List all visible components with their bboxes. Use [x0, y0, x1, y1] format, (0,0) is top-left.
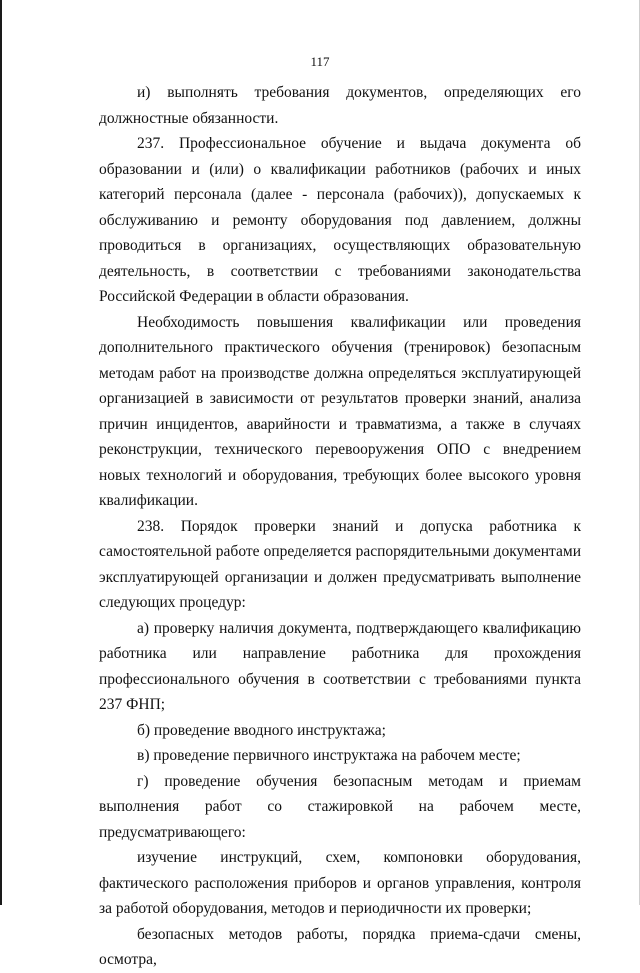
list-item-g-training-internship: г) проведение обучения безопасным методам и приемам выполнения работ со стажировкой на рабочем месте, предусматривающего:: [99, 772, 581, 841]
scan-edge-left: [0, 0, 2, 905]
paragraph-qualification-upgrade: Необходимость повышения квалификации или проведения дополнительного практического обучения (тренировок) безопасным методам работ на производстве должна определяться эксплуатирующей организацией в зависимости от результатов проверки знаний, анализа причин инцидентов, аварийности и травматизма, а также в случаях реконструкции, технического перевооружения ОПО с внедрением новых технологий и оборудования, требующих более высокого уровня квалификации.: [99, 313, 581, 509]
list-item-b-intro-briefing: б) проведение вводного инструктажа;: [137, 721, 386, 739]
list-item-v-workplace-briefing: в) проведение первичного инструктажа на рабочем месте;: [137, 747, 521, 764]
paragraph-238-procedure: 238. Порядок проверки знаний и допуска работника к самостоятельной работе определяется распорядительными документами эксплуатирующей организации и должен предусматривать выполнение следующих процедур:: [99, 517, 581, 611]
paragraph-item-i-duties: и) выполнять требования документов, определяющих его должностные обязанности.: [99, 84, 581, 127]
paragraph-study-instructions: изучение инструкций, схем, компоновки оборудования, фактического расположения приборов и органов управления, контроля за работой оборудования, методов и периодичности их проверки;: [99, 849, 581, 917]
paragraph-237-training: 237. Профессиональное обучение и выдача документа об образовании и (или) о квалификации работников (рабочих и иных категорий персонала (далее - персонала (рабочих)), допускаемых к обслуживанию и ремонту оборудования под давлением, должны проводиться в организациях, осуществляющих образовательную деятельность, в соответствии с требованиями законодательства Российской Федерации в области образования.: [99, 135, 581, 305]
page-body: [99, 80, 581, 973]
paragraph-safe-methods: безопасных методов работы, порядка приема-сдачи смены, осмотра,: [99, 925, 581, 968]
list-item-a-document-check: а) проверку наличия документа, подтверждающего квалификацию работника или направление работника для прохождения профессионального обучения в соответствии с требованиями пункта 237 ФНП;: [99, 619, 581, 713]
page-number: 117: [310, 54, 330, 69]
